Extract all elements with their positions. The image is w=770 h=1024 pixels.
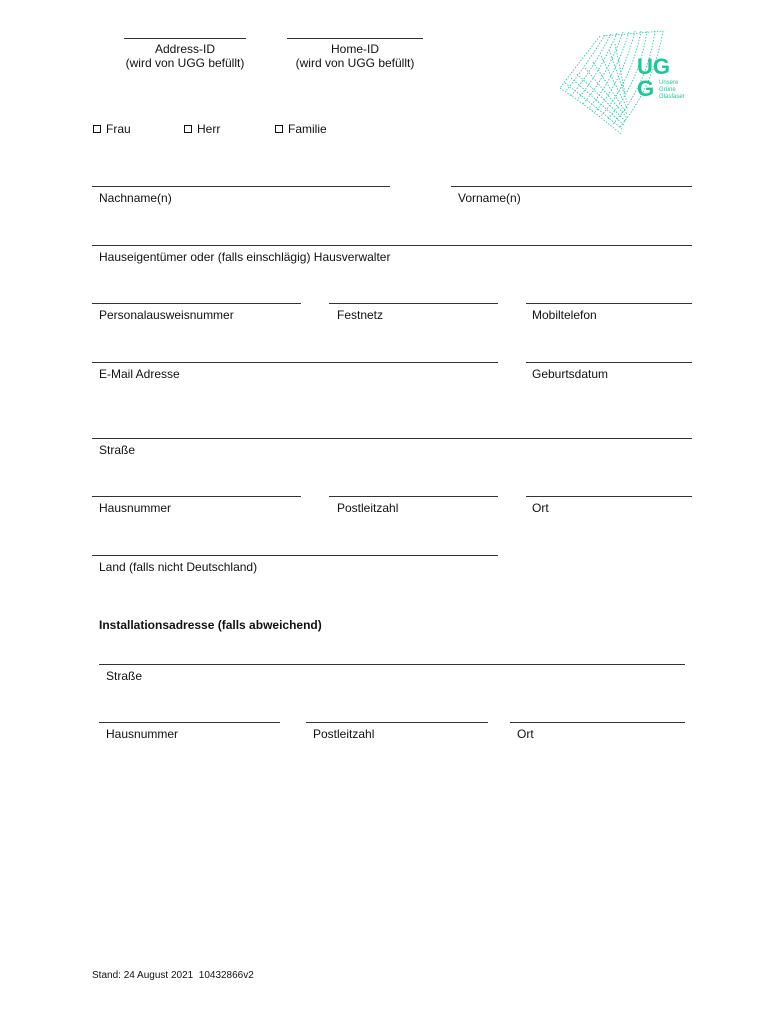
vorname-line[interactable]: [451, 186, 692, 187]
vorname-label: Vorname(n): [458, 191, 521, 205]
geburtsdatum-line[interactable]: [526, 362, 692, 363]
nachname-line[interactable]: [92, 186, 390, 187]
home-id-note: (wird von UGG befüllt): [295, 56, 415, 70]
salutation-herr-label: Herr: [197, 122, 221, 136]
salutation-frau-label: Frau: [106, 122, 131, 136]
email-line[interactable]: [92, 362, 498, 363]
installation-hausnummer-label: Hausnummer: [106, 727, 179, 741]
installation-postleitzahl-line[interactable]: [306, 722, 488, 723]
installation-strasse-line[interactable]: [99, 664, 685, 665]
address-id-line[interactable]: [124, 38, 246, 39]
hauseigentuemer-label: Hauseigentümer oder (falls einschlägig) Hausverwalter: [99, 250, 391, 264]
festnetz-label: Festnetz: [337, 308, 384, 322]
address-id-title: Address-ID: [154, 42, 216, 56]
postleitzahl-label: Postleitzahl: [337, 501, 399, 515]
hausnummer-label: Hausnummer: [99, 501, 172, 515]
installation-ort-label: Ort: [517, 727, 534, 741]
footer-stand: Stand: 24 August 2021 10432866v2: [92, 970, 254, 981]
salutation-frau[interactable]: [93, 122, 131, 136]
personalausweis-label: Personalausweisnummer: [99, 308, 234, 322]
land-line[interactable]: [92, 555, 498, 556]
logo-tagline: [659, 80, 685, 101]
logo-letters: UGG: [637, 54, 670, 101]
installation-ort-line[interactable]: [510, 722, 685, 723]
mobiltelefon-line[interactable]: [526, 303, 692, 304]
address-id-block: [110, 38, 260, 70]
ort-label: Ort: [532, 501, 549, 515]
checkbox-icon[interactable]: [275, 125, 283, 133]
mobiltelefon-label: Mobiltelefon: [532, 308, 597, 322]
home-id-line[interactable]: [287, 38, 423, 39]
logo-tagline-2: Grüne: [659, 87, 676, 93]
checkbox-icon[interactable]: [93, 125, 101, 133]
salutation-herr[interactable]: [184, 122, 220, 136]
land-label: Land (falls nicht Deutschland): [99, 560, 258, 574]
strasse-line[interactable]: [92, 438, 692, 439]
home-id-title: Home-ID: [330, 42, 379, 56]
ort-line[interactable]: [526, 496, 692, 497]
personalausweis-line[interactable]: [92, 303, 301, 304]
installation-strasse-label: Straße: [106, 669, 143, 683]
hauseigentuemer-line[interactable]: [92, 245, 692, 246]
logo-tagline-3: Glasfaser: [659, 94, 685, 100]
geburtsdatum-label: Geburtsdatum: [532, 367, 609, 381]
installation-title: Installationsadresse (falls abweichend): [99, 618, 322, 632]
salutation-familie-label: Familie: [288, 122, 327, 136]
checkbox-icon[interactable]: [184, 125, 192, 133]
home-id-block: [280, 38, 430, 70]
postleitzahl-line[interactable]: [329, 496, 498, 497]
salutation-familie[interactable]: [275, 122, 327, 136]
logo-tagline-1: Unsere: [659, 80, 679, 86]
ugg-logo: [555, 28, 700, 138]
nachname-label: Nachname(n): [99, 191, 172, 205]
email-label: E-Mail Adresse: [99, 367, 180, 381]
address-id-note: (wird von UGG befüllt): [125, 56, 245, 70]
installation-postleitzahl-label: Postleitzahl: [313, 727, 375, 741]
installation-hausnummer-line[interactable]: [99, 722, 280, 723]
hausnummer-line[interactable]: [92, 496, 301, 497]
festnetz-line[interactable]: [329, 303, 498, 304]
strasse-label: Straße: [99, 443, 136, 457]
